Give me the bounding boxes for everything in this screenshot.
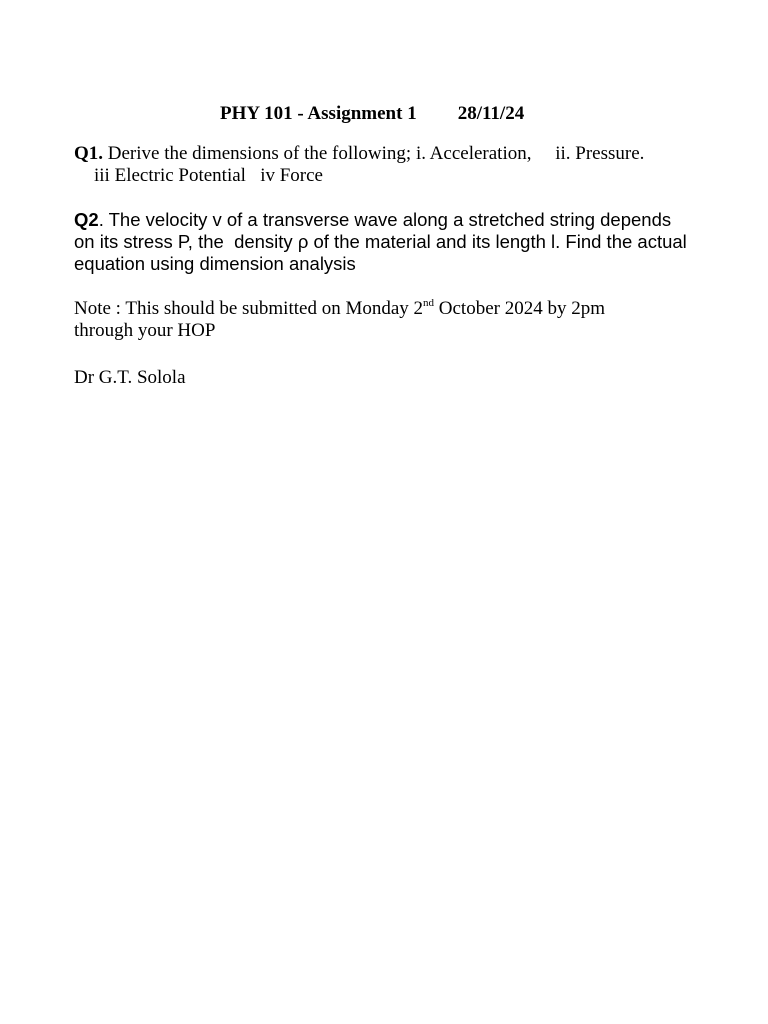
signature: Dr G.T. Solola	[74, 367, 186, 388]
question-2-label: Q2	[74, 209, 99, 230]
question-2-text-line2: on its stress P, the density ρ of the material and its length l. Find the actual	[74, 231, 687, 252]
question-2-text-line3: equation using dimension analysis	[74, 253, 356, 274]
submission-note-line2: through your HOP	[74, 320, 216, 341]
question-2-line1	[74, 209, 714, 231]
question-1-text-line2: iii Electric Potential iv Force	[94, 165, 323, 186]
note-ordinal-suffix: nd	[423, 296, 435, 309]
assignment-title: PHY 101 - Assignment 1	[220, 103, 417, 124]
question-1	[74, 143, 714, 187]
note-text-after: October 2024 by 2pm	[434, 298, 606, 319]
question-1-text-line1: Derive the dimensions of the following; i. Acceleration, ii. Pressure.	[103, 143, 645, 164]
assignment-date: 28/11/24	[457, 103, 525, 124]
question-1-label: Q1.	[74, 143, 104, 164]
note-text-before: Note : This should be submitted on Monday 2	[74, 298, 424, 319]
question-2	[74, 209, 714, 275]
assignment-header	[220, 102, 524, 126]
submission-note-line1	[74, 298, 714, 320]
submission-note	[74, 298, 714, 342]
question-2-text-line1: . The velocity v of a transverse wave along a stretched string depends	[98, 209, 672, 230]
